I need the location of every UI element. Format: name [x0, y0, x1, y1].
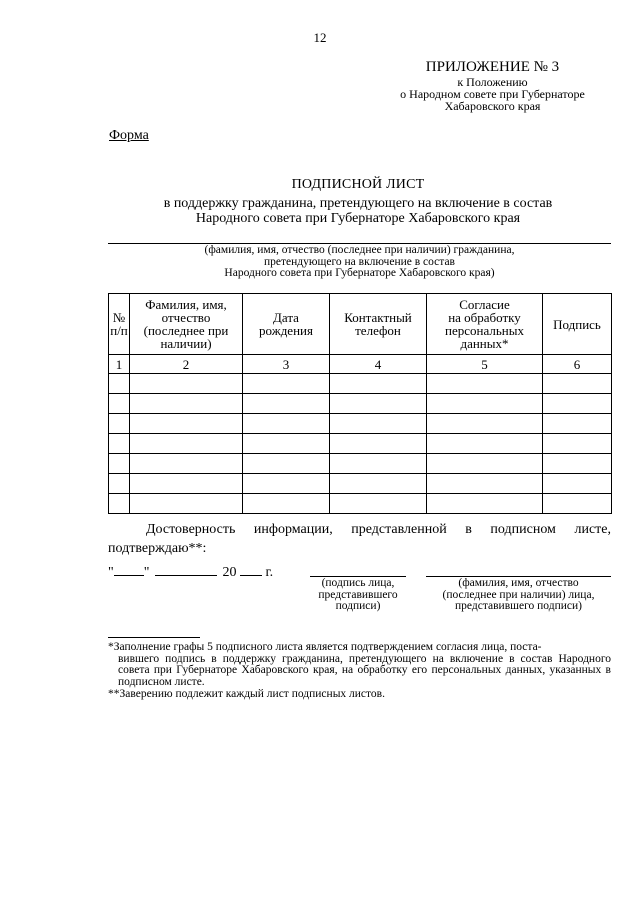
column-number: 2 [130, 355, 243, 374]
month-field[interactable] [155, 563, 217, 576]
table-row [109, 374, 612, 394]
table-cell[interactable] [330, 414, 427, 434]
day-field[interactable] [114, 563, 144, 576]
date-line [108, 563, 273, 581]
header-cell-signature [543, 294, 612, 355]
name-caption-line-1: (фамилия, имя, отчество [458, 577, 579, 589]
appendix-line-2: о Народном совете при Губернаторе [400, 87, 585, 101]
table-cell[interactable] [243, 374, 330, 394]
table-cell[interactable] [109, 474, 130, 494]
header-number-l1: № [112, 310, 126, 325]
name-caption-line-3: представившего подписи) [455, 600, 582, 612]
header-number-l2: п/п [110, 323, 128, 338]
table-cell[interactable] [543, 394, 612, 414]
table-cell[interactable] [543, 474, 612, 494]
name-caption-line-2: (последнее при наличии) лица, [442, 588, 595, 601]
header-cell-fullname [130, 294, 243, 355]
document-title: ПОДПИСНОЙ ЛИСТ [291, 177, 425, 192]
table-cell[interactable] [330, 454, 427, 474]
table-row [109, 494, 612, 514]
table-cell[interactable] [109, 454, 130, 474]
header-fullname-l4: наличии) [160, 336, 212, 351]
table-cell[interactable] [543, 414, 612, 434]
footnote-1-rest: вившего подпись в поддержку гражданина, претендующего на включение в состав Народного совета при Губернаторе Хабаровского края, на обработку его персональных данных, указанных в подписном листе. [118, 652, 611, 688]
candidate-caption [108, 245, 611, 280]
year-prefix: 20 [222, 565, 237, 580]
column-number: 4 [330, 355, 427, 374]
header-cell-number [109, 294, 130, 355]
table-cell[interactable] [109, 374, 130, 394]
candidate-caption-line-1: (фамилия, имя, отчество (последнее при наличии) гражданина, [204, 244, 515, 256]
table-cell[interactable] [243, 434, 330, 454]
header-cell-consent [427, 294, 543, 355]
table-cell[interactable] [543, 454, 612, 474]
appendix-title: ПРИЛОЖЕНИЕ № 3 [425, 59, 560, 75]
table-row [109, 414, 612, 434]
column-number: 1 [109, 355, 130, 374]
table-cell[interactable] [427, 494, 543, 514]
header-consent-l3: персональных [445, 323, 524, 338]
column-number: 5 [427, 355, 543, 374]
signatures-table [108, 293, 612, 514]
table-cell[interactable] [427, 454, 543, 474]
signature-caption [296, 578, 420, 613]
table-cell[interactable] [330, 394, 427, 414]
table-cell[interactable] [130, 454, 243, 474]
document-subtitle [108, 196, 608, 226]
table-cell[interactable] [243, 454, 330, 474]
table-cell[interactable] [543, 434, 612, 454]
footnote-1 [108, 642, 611, 688]
table-cell[interactable] [243, 494, 330, 514]
table-cell[interactable] [109, 434, 130, 454]
year-field[interactable] [240, 563, 262, 576]
header-phone-l1: Контактный [344, 310, 412, 325]
column-number-row [109, 355, 612, 374]
table-cell[interactable] [130, 374, 243, 394]
table-cell[interactable] [330, 434, 427, 454]
table-cell[interactable] [243, 414, 330, 434]
table-cell[interactable] [109, 394, 130, 414]
table-cell[interactable] [543, 494, 612, 514]
header-fullname-l1: Фамилия, имя, [145, 297, 227, 312]
header-birthdate-l1: Дата [273, 310, 299, 325]
signer-name-caption [426, 578, 611, 613]
table-cell[interactable] [130, 494, 243, 514]
table-cell[interactable] [427, 434, 543, 454]
table-cell[interactable] [543, 374, 612, 394]
candidate-caption-line-3: Народного совета при Губернаторе Хабаровского края) [224, 267, 495, 279]
footnote-divider [108, 637, 200, 638]
header-consent-l4: данных* [460, 336, 509, 351]
table-cell[interactable] [427, 374, 543, 394]
header-phone-l2: телефон [355, 323, 401, 338]
appendix-block [380, 58, 605, 112]
appendix-line-1: к Положению [457, 75, 528, 89]
table-cell[interactable] [130, 474, 243, 494]
table-cell[interactable] [243, 394, 330, 414]
column-number: 6 [543, 355, 612, 374]
table-cell[interactable] [427, 394, 543, 414]
table-cell[interactable] [330, 374, 427, 394]
subtitle-line-1: в поддержку гражданина, претендующего на включение в состав [163, 196, 553, 211]
header-fullname-l2: отчество [161, 310, 211, 325]
table-cell[interactable] [330, 474, 427, 494]
table-cell[interactable] [243, 474, 330, 494]
table-cell[interactable] [109, 494, 130, 514]
footnote-1-first-line: *Заполнение графы 5 подписного листа является подтверждением согласия лица, поста- [108, 641, 542, 653]
header-signature-l1: Подпись [553, 316, 601, 332]
signature-caption-line-1: (подпись лица, [321, 577, 395, 589]
header-fullname-l3: (последнее при [143, 323, 229, 338]
footnote-2: **Заверению подлежит каждый лист подписных листов. [108, 688, 385, 700]
table-row [109, 474, 612, 494]
confirmation-text: Достоверность информации, представленной в подписном листе, подтверждаю**: [108, 522, 611, 556]
table-cell[interactable] [130, 434, 243, 454]
table-cell[interactable] [427, 414, 543, 434]
open-quote: " [108, 565, 114, 580]
table-row [109, 434, 612, 454]
subtitle-line-2: Народного совета при Губернаторе Хабаровского края [195, 211, 521, 226]
table-row [109, 394, 612, 414]
signature-caption-line-2: представившего [318, 588, 398, 601]
table-cell[interactable] [427, 474, 543, 494]
table-cell[interactable] [109, 414, 130, 434]
close-quote: " [143, 565, 150, 580]
table-cell[interactable] [130, 414, 243, 434]
header-consent-l1: Согласие [459, 297, 510, 312]
table-cell[interactable] [330, 494, 427, 514]
table-cell[interactable] [130, 394, 243, 414]
header-birthdate-l2: рождения [259, 323, 313, 338]
signature-caption-line-3: подписи) [335, 600, 381, 612]
header-cell-phone [330, 294, 427, 355]
page-number: 12 [313, 30, 327, 45]
header-consent-l2: на обработку [448, 310, 521, 325]
table-header-row [109, 294, 612, 355]
year-suffix: г. [265, 565, 274, 580]
form-label: Форма [109, 128, 149, 143]
table-row [109, 454, 612, 474]
appendix-line-3: Хабаровского края [444, 99, 541, 113]
column-number: 3 [243, 355, 330, 374]
header-cell-birthdate [243, 294, 330, 355]
candidate-caption-line-2: претендующего на включение в состав [264, 255, 455, 268]
